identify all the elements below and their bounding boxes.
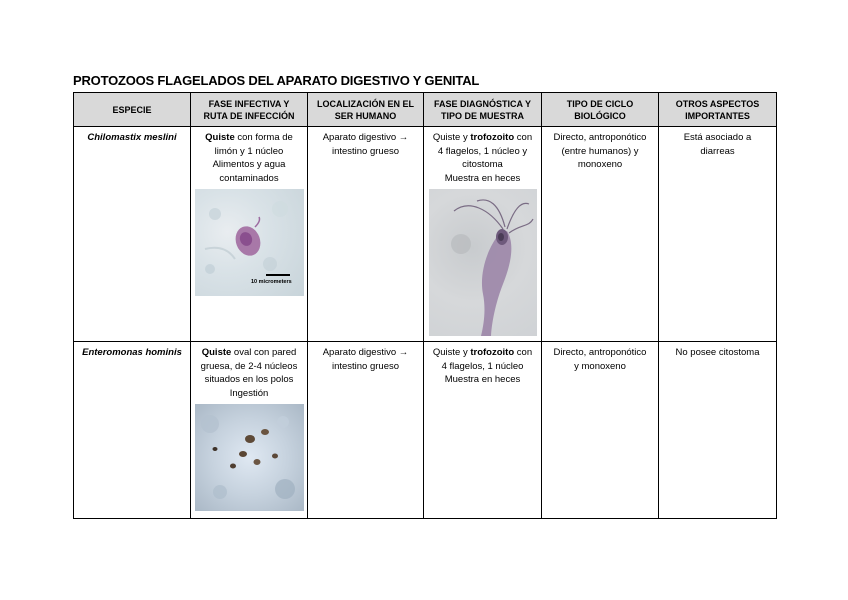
header-otros-aspectos: OTROS ASPECTOS IMPORTANTES	[659, 93, 777, 127]
scale-label: 10 micrometers	[251, 279, 292, 285]
trophozoite-micrograph-image	[429, 189, 537, 336]
header-fase-infectiva: FASE INFECTIVA Y RUTA DE INFECCIÓN	[191, 93, 308, 127]
enteromonas-micrograph-image	[195, 404, 304, 511]
species-cell: Chilomastix meslini	[74, 127, 191, 342]
scale-bar	[266, 274, 290, 276]
other-cell: Está asociado a diarreas	[659, 127, 777, 342]
enteromonas-micrograph-drawing	[195, 404, 304, 511]
infective-bold: Quiste	[201, 347, 232, 358]
page-title: PROTOZOOS FLAGELADOS DEL APARATO DIGESTIVO Y GENITAL	[73, 73, 480, 88]
table-row	[74, 127, 777, 342]
protozoa-table	[73, 92, 777, 519]
header-especie: ESPECIE	[74, 93, 191, 127]
cyst-micrograph-image	[195, 189, 304, 296]
header-localizacion: LOCALIZACIÓN EN EL SER HUMANO	[308, 93, 424, 127]
species-cell: Enteromonas hominis	[74, 342, 191, 519]
header-tipo-ciclo: TIPO DE CICLO BIOLÓGICO	[542, 93, 659, 127]
header-fase-diagnostica: FASE DIAGNÓSTICA Y TIPO DE MUESTRA	[424, 93, 542, 127]
header-row	[74, 93, 777, 127]
trophozoite-micrograph-drawing	[429, 189, 537, 336]
infective-bold: Quiste	[205, 132, 235, 143]
table-row	[74, 342, 777, 519]
infective-cell: Quiste oval con pared gruesa, de 2-4 núcleos situados en los polos Ingestión	[191, 342, 308, 519]
location-cell: Aparato digestivo → intestino grueso	[308, 127, 424, 342]
diagnostic-cell: Quiste y trofozoito con 4 flagelos, 1 núcleo y citostoma Muestra en heces	[424, 127, 542, 342]
cycle-cell: Directo, antroponótico y monoxeno	[542, 342, 659, 519]
cycle-cell: Directo, antroponótico (entre humanos) y monoxeno	[542, 127, 659, 342]
location-cell: Aparato digestivo → intestino grueso	[308, 342, 424, 519]
diagnostic-cell: Quiste y trofozoito con 4 flagelos, 1 núcleo Muestra en heces	[424, 342, 542, 519]
infective-cell: Quiste con forma de limón y 1 núcleo Alimentos y agua contaminados 10 micrometers	[191, 127, 308, 342]
other-cell: No posee citostoma	[659, 342, 777, 519]
